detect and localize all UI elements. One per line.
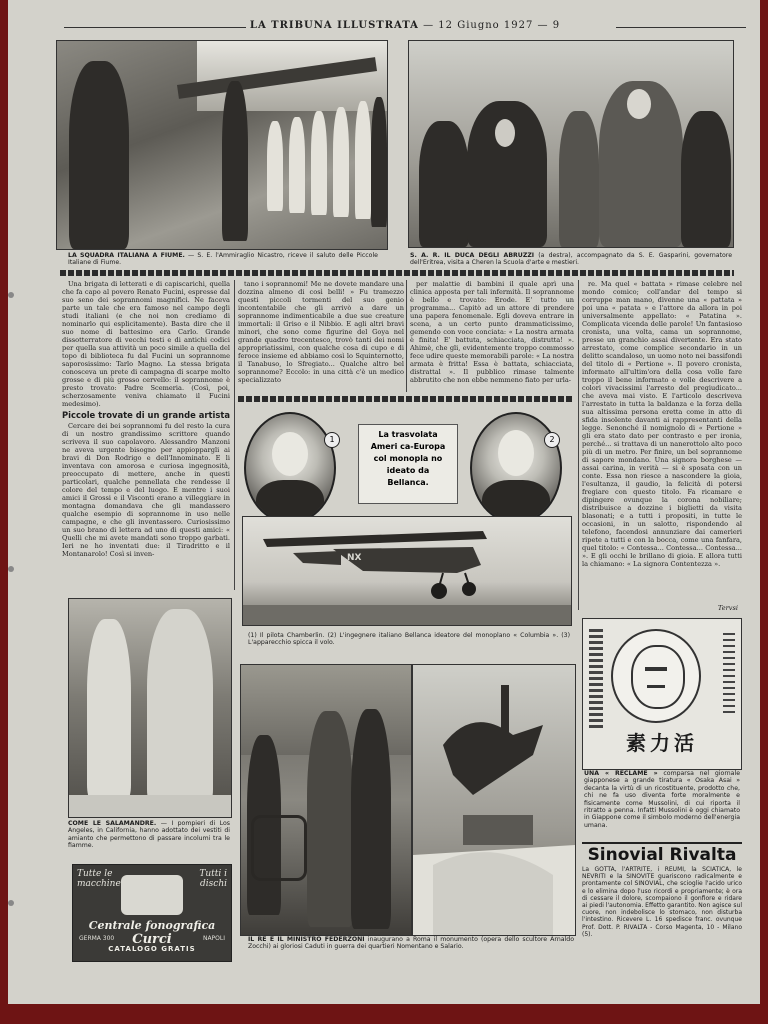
caption-title: UNA « RECLAME » bbox=[584, 770, 658, 777]
header-separator: — bbox=[423, 20, 435, 31]
photo-squadra-fiume bbox=[56, 40, 388, 250]
photo-salamandre bbox=[68, 598, 232, 818]
caption-title: IL RE E IL MINISTRO FEDERZONI bbox=[248, 936, 365, 943]
ad-title: Sinovial Rivalta bbox=[587, 845, 737, 865]
paragraph: Una brigata di letterati e di capiscarichi, quella che fa capo al povero Renato Fucini, espresse dal suo seno dei soprannomi magnifici. Ne faceva parte un tale che era famoso nel campo degli studi italiani (e che noi non crediamo di nominarlo qui esplicitamente). Basta dire che il suo nome di battesimo era Carlo. Grande dissotterratore di vecchi testi e di antichi codici per quella sua attività un poco simile a quella del topo di biblioteca fu dal Fucini un soprannome saporosissimo: Tarlo Magno. La stessa brigata conosceva un prete di campagna di scarpe molto grosse e di più grosso cervello: il soprannome è presto trovato: Padre Scemeria. (Così, poi, scherzosamente veniva chiamato il Fucini medesimo). bbox=[62, 280, 230, 408]
article-column-4 bbox=[582, 280, 742, 606]
binding-hole bbox=[8, 292, 14, 298]
feature-title: La trasvolata Ameri ca-Europa col monopla no ideato da Bellanca. bbox=[358, 424, 458, 504]
ad-city: NAPOLI bbox=[202, 935, 225, 942]
portrait-chamberlin bbox=[244, 412, 336, 524]
binding-hole bbox=[8, 566, 14, 572]
article-column-3 bbox=[410, 280, 574, 392]
ad-catalog: CATALOGO GRATIS bbox=[108, 945, 196, 953]
caption-text: — I pompieri di Los Angeles, in California, hanno adottato dei vestiti di amianto che permettono di passare incolumi tra le fiamme. bbox=[68, 820, 230, 850]
mussolini-portrait-icon bbox=[611, 629, 701, 723]
caption-text: inaugurano a Roma il monumento (opera dello scultore Arnaldo Zocchi) ai gloriosi Caduti in guerra dei quartieri Nomentano e Salario. bbox=[248, 936, 574, 951]
monoplane-icon bbox=[243, 517, 571, 625]
caption-reclame bbox=[584, 770, 740, 829]
page-header bbox=[64, 20, 746, 34]
page-number: 9 bbox=[552, 20, 561, 31]
section-heading: Piccole trovate di un grande artista bbox=[62, 410, 230, 420]
portrait-number: 1 bbox=[324, 432, 340, 448]
binding-hole bbox=[8, 900, 14, 906]
transatlantic-feature bbox=[238, 404, 574, 630]
caption-top-left bbox=[68, 252, 378, 267]
portrait-bellanca bbox=[470, 412, 562, 524]
article-column-2 bbox=[238, 280, 404, 392]
column-rule bbox=[578, 280, 579, 610]
ad-address: GERMA 300 bbox=[79, 935, 115, 942]
ornamental-divider bbox=[238, 396, 574, 402]
portrait-number: 2 bbox=[544, 432, 560, 448]
caption-text: — S. E. l'Ammiraglio Nicastro, riceve il saluto delle Piccole Italiane di Fiume. bbox=[68, 252, 378, 267]
publication-name: LA TRIBUNA ILLUSTRATA bbox=[249, 20, 419, 31]
ad-script-right: Tutti i dischi bbox=[199, 869, 227, 889]
caption-title: LA SQUADRA ITALIANA A FIUME. bbox=[68, 252, 185, 259]
photo-monoplane bbox=[242, 516, 572, 626]
caption-text: (a destra), accompagnato da S. E. Gasparini, governatore dell'Eritrea, visita a Cheren la Scuola d'arte e mestieri. bbox=[410, 252, 733, 267]
vertical-text-decoration bbox=[589, 629, 603, 729]
phonograph-icon bbox=[121, 875, 183, 915]
vertical-text-decoration bbox=[723, 633, 735, 713]
column-rule bbox=[406, 280, 407, 392]
caption-re-federzoni bbox=[248, 936, 574, 951]
header-separator: — bbox=[537, 20, 549, 31]
caption-plane: (1) Il pilota Chamberlin. (2) L'ingegnere italiano Bellanca ideatore del monoplano « Columbia ». (3) L'apparecchio spicca il volo. bbox=[248, 632, 570, 647]
japanese-characters: 素力活 bbox=[626, 731, 698, 755]
newspaper-page bbox=[8, 0, 760, 1004]
caption-title: COME LE SALAMANDRE. bbox=[68, 820, 157, 827]
ad-centrale-fonografica bbox=[72, 864, 232, 962]
article-signature: Tervsi bbox=[717, 604, 738, 612]
paragraph: tano i soprannomi! Me ne dovete mandare una dozzina almeno di così belli! » Fu tramezzo questi piccoli tormenti del suo genio incontentabile che gli arrivò a dare un soprannome indimenticabile a due sue creature immortali: il Griso e il Nibbio. E agli altri bravi minori, che sono come figurine del Goya nel grande quadro trecentesco, trovò tanti dei nomi appropriatissimi, con qualche cosa di cupo e di feroce insieme ed abbiamo così lo Squinternotto, il Tanabuso, lo Sfregiato... Qualche altro bel soprannome? Eccolo: in una città c'è un medico specializzato bbox=[238, 280, 404, 384]
ornamental-divider bbox=[60, 270, 734, 276]
caption-title: S. A. R. IL DUCA DEGLI ABRUZZI bbox=[410, 252, 535, 259]
ad-sinovial-rivalta bbox=[582, 842, 742, 962]
plane-marking: NX bbox=[347, 553, 362, 563]
column-rule bbox=[234, 280, 235, 590]
paragraph: Cercare dei bei soprannomi fu del resto la cura di un nostro grandissimo scrittore quando scriveva il suo capolavoro. Alessandro Manzoni ne aveva urgente bisogno per appioppargli ai bravi di Don Rodrigo e dell'Innominato. E li inventava con amorosa e curiosa ingegnosità, preoccupato di mettere, anche in questi particolari, qualche pennellata che rendesse il colore del tempo e del luogo. E mentre i suoi amici il Grossi e il Visconti erano a villeggiare in montagna domandava che gli mandassero qualche esempio di soprannome in uso nelle campagne, e che gli inventassero. Curiosissimo un suo brano di lettera ad uno di questi amici: « Quelli che mi avete mandati sono troppo garbati. Ieri ne ho inventati due: il Tiradritto e il Montanarolo! Così si inven- bbox=[62, 422, 230, 558]
photo-duca-abruzzi bbox=[408, 40, 734, 248]
ad-script-left: Tutte le macchine bbox=[77, 869, 121, 889]
ad-name: Curci bbox=[132, 932, 172, 947]
photo-monumento bbox=[412, 664, 576, 936]
equestrian-statue-icon bbox=[413, 665, 575, 935]
ad-text: La GOTTA, l'ARTRITE, i REUMI, la SCIATICA, le NEVRITI e la SINOVITE guariscono radicalmente e prontamente col SINOVIAL, che scioglie l'acido urico e lo elimina dopo l'uso ricordi e propriamente; è ora di cessare il dolore, scompaiono il gonfiore e ridare ai piedi l'autonomia. Effetto garantito. Non agisce sul cuore, non indebolisce lo stomaco, non disturba l'intestino. Ricevere L. 16 spedisce franc. ovunque Prof. Dott. P. RIVALTA - Corso Magenta, 10 - Milano (5). bbox=[582, 866, 742, 938]
caption-top-right bbox=[410, 252, 732, 267]
paragraph: per malattie di bambini il quale aprì una clinica apposta per tali infermità. Il soprannome è bello e trovato: Erode. E' tutto un programma... Capitò ad un attore di prendere una papera fenomenale. Egli doveva entrare in scena, a un certo punto drammaticissimo, gemendo con voce conciata: « La nostra armata è finita! E' battuta, schiacciata, distrutta! ». Ahimè, che gli, evidentemente troppo commosso fece udire queste memorabili parole: « La nostra armata è fritta! Essa è battata, schiacciata, distrattal ». Il pubblico rimase talmente abbrutito che non ebbe nemmeno fiato per urla- bbox=[410, 280, 574, 384]
caption-text: comparsa nel giornale giapponese a grande tiratura « Osaka Asai » decanta la virtù di un ricostituente, prodotto che, chi ne fa uso diventa forte moralmente e fisicamente come Mussolini, di cui riporta il ritratto a penna. Infatti Mussolini è oggi chiamato in Giappone come il simbolo moderno dell'energia umana. bbox=[584, 770, 741, 829]
photo-re-federzoni bbox=[240, 664, 412, 936]
article-column-1 bbox=[62, 280, 230, 590]
ad-brand: Centrale fonografica bbox=[88, 919, 216, 932]
ad-japanese-reclame bbox=[582, 618, 742, 770]
issue-date: 12 Giugno 1927 bbox=[438, 20, 534, 31]
paragraph: re. Ma quel « battata » rimase celebre nel mondo comico; coll'andar del tempo si corruppe man mano, divenne una « pattata » poi una « patata » e l'attore da allora in poi universalmente appellato: « Patatina ». Complicata vicenda delle parole! Un fantasioso cronista, una volta, cama un soprannome, presse un granchio assai divertente. Era stato arrestato, come complice secondario in un delitto scandaloso, un uomo noto nei bassifondi del titolo di « Pertione ». Il povero cronista, informato all'ultim'ora della cosa volle fare troppo il bene informato e volle descrivere a colori vivacissimi l'arresto del pregiudicato... che aveva mai visto. E l'articolo descriveva l'arrestato in tutta la baldanza e la forza della sua altissima persona eretta come in atto di sfida insolente davanti ai rappresentanti della legge. Senonché il nomignolo di « Pertione » gli era stato dato per contrasto e per ironia, perché... si trattava di un nanerottolo alto poco più di un metro. Per finire, un bel soprannome di sapore mondano. Una signora borghese — assai carina, in verità — si è sposata con un conte. Essa non riesce a nascondere la gioia, l'esultanza, il gaudio, la felicità di potersi fregiare con questo titolo. Fa ricamare e dipingere ovunque la corona nobiliare; distribuisce a dozzine i biglietti da visita blasonati; e a tutti i propositi, in tutte le occasioni, in un salotto, rispondendo al telefono, facendosi annunziare dai camerieri ripete a tutti e con la bocca, come una fanfara, quel titolo: « Contessa... Contessa... Contessa... ». E gli occhi le brillano di gioia. E allora tutti la chiamano: « La signora Contentezza ». bbox=[582, 280, 742, 568]
caption-salamandre bbox=[68, 820, 230, 850]
